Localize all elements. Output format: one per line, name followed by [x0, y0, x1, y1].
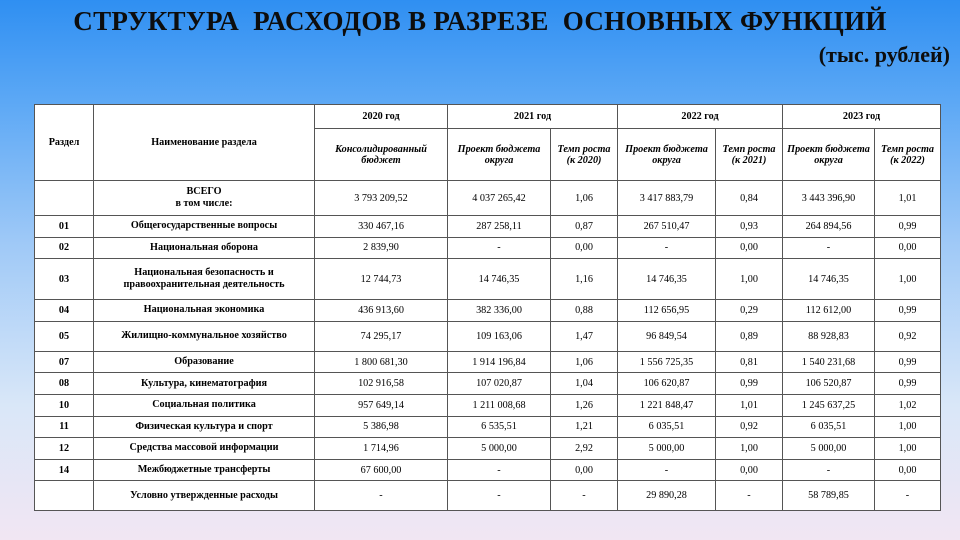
header-rate-2021: Темп роста (к 2021) — [716, 129, 783, 181]
row-name: Жилищно-коммунальное хозяйство — [94, 321, 315, 351]
row-name: Средства массовой информации — [94, 438, 315, 460]
cell-value: 6 535,51 — [448, 416, 551, 438]
cell-value: - — [783, 237, 875, 259]
header-project-2023: Проект бюджета округа — [783, 129, 875, 181]
cell-value: 1 211 008,68 — [448, 394, 551, 416]
row-name: Национальная оборона — [94, 237, 315, 259]
table-row — [35, 300, 941, 322]
cell-value: - — [448, 459, 551, 481]
header-project-2022: Проект бюджета округа — [618, 129, 716, 181]
cell-value: 0,99 — [875, 216, 941, 238]
row-code: 14 — [35, 459, 94, 481]
cell-value: 1,00 — [875, 438, 941, 460]
cell-value: 0,99 — [875, 351, 941, 373]
cell-value: - — [716, 481, 783, 511]
cell-value: 0,00 — [875, 459, 941, 481]
cell-value: 112 612,00 — [783, 300, 875, 322]
cell-value: 3 443 396,90 — [783, 181, 875, 216]
cell-value: 102 916,58 — [315, 373, 448, 395]
header-rate-2022: Темп роста (к 2022) — [875, 129, 941, 181]
table-row — [35, 416, 941, 438]
cell-value: 0,00 — [551, 237, 618, 259]
header-name: Наименование раздела — [94, 105, 315, 181]
cell-value: 96 849,54 — [618, 321, 716, 351]
cell-value: 1,26 — [551, 394, 618, 416]
table-row — [35, 351, 941, 373]
cell-value: - — [551, 481, 618, 511]
row-name: Условно утвержденные расходы — [94, 481, 315, 511]
cell-value: 264 894,56 — [783, 216, 875, 238]
cell-value: 0,88 — [551, 300, 618, 322]
row-code: 07 — [35, 351, 94, 373]
cell-value: 0,89 — [716, 321, 783, 351]
row-code: 02 — [35, 237, 94, 259]
table-row — [35, 481, 941, 511]
header-consolidated: Консолидированный бюджет — [315, 129, 448, 181]
row-code: 03 — [35, 259, 94, 300]
row-code: 05 — [35, 321, 94, 351]
cell-value: 88 928,83 — [783, 321, 875, 351]
row-code — [35, 481, 94, 511]
cell-value: 0,99 — [875, 300, 941, 322]
cell-value: - — [618, 237, 716, 259]
cell-value: 0,93 — [716, 216, 783, 238]
table-row — [35, 459, 941, 481]
page-title: СТРУКТУРА РАСХОДОВ В РАЗРЕЗЕ ОСНОВНЫХ ФУНКЦИЙ — [73, 6, 887, 36]
cell-value: 1,06 — [551, 181, 618, 216]
table-row — [35, 373, 941, 395]
table-row — [35, 237, 941, 259]
row-code — [35, 181, 94, 216]
cell-value: - — [875, 481, 941, 511]
cell-value: 1,47 — [551, 321, 618, 351]
row-name: Общегосударственные вопросы — [94, 216, 315, 238]
cell-value: 1,00 — [716, 259, 783, 300]
cell-value: 287 258,11 — [448, 216, 551, 238]
cell-value: 2 839,90 — [315, 237, 448, 259]
row-name: Национальная экономика — [94, 300, 315, 322]
cell-value: - — [783, 459, 875, 481]
cell-value: 1,16 — [551, 259, 618, 300]
cell-value: 5 000,00 — [783, 438, 875, 460]
header-year-2023: 2023 год — [783, 105, 941, 129]
cell-value: 109 163,06 — [448, 321, 551, 351]
cell-value: 0,84 — [716, 181, 783, 216]
cell-value: 1,04 — [551, 373, 618, 395]
header-row-years — [35, 105, 941, 129]
cell-value: 2,92 — [551, 438, 618, 460]
row-name: ВСЕГО в том числе: — [94, 181, 315, 216]
cell-value: 14 746,35 — [618, 259, 716, 300]
cell-value: 14 746,35 — [783, 259, 875, 300]
row-code: 04 — [35, 300, 94, 322]
cell-value: 5 000,00 — [448, 438, 551, 460]
row-code: 01 — [35, 216, 94, 238]
cell-value: 1 540 231,68 — [783, 351, 875, 373]
cell-value: 106 620,87 — [618, 373, 716, 395]
cell-value: 6 035,51 — [618, 416, 716, 438]
cell-value: 0,00 — [875, 237, 941, 259]
cell-value: 5 000,00 — [618, 438, 716, 460]
cell-value: 6 035,51 — [783, 416, 875, 438]
header-year-2020: 2020 год — [315, 105, 448, 129]
cell-value: 112 656,95 — [618, 300, 716, 322]
cell-value: - — [448, 237, 551, 259]
cell-value: 1,21 — [551, 416, 618, 438]
units-label: (тыс. рублей) — [818, 42, 950, 67]
cell-value: 1,00 — [716, 438, 783, 460]
row-name: Межбюджетные трансферты — [94, 459, 315, 481]
cell-value: 1 221 848,47 — [618, 394, 716, 416]
header-rate-2020: Темп роста (к 2020) — [551, 129, 618, 181]
cell-value: 12 744,73 — [315, 259, 448, 300]
header-section: Раздел — [35, 105, 94, 181]
cell-value: 1,00 — [875, 259, 941, 300]
cell-value: 0,29 — [716, 300, 783, 322]
cell-value: 382 336,00 — [448, 300, 551, 322]
cell-value: 330 467,16 — [315, 216, 448, 238]
cell-value: 1 556 725,35 — [618, 351, 716, 373]
row-code: 10 — [35, 394, 94, 416]
header-project-2021: Проект бюджета округа — [448, 129, 551, 181]
row-code: 12 — [35, 438, 94, 460]
cell-value: 58 789,85 — [783, 481, 875, 511]
cell-value: 957 649,14 — [315, 394, 448, 416]
budget-table — [34, 104, 941, 511]
cell-value: - — [618, 459, 716, 481]
cell-value: 267 510,47 — [618, 216, 716, 238]
cell-value: 3 793 209,52 — [315, 181, 448, 216]
row-name: Социальная политика — [94, 394, 315, 416]
row-name: Образование — [94, 351, 315, 373]
cell-value: 1,02 — [875, 394, 941, 416]
cell-value: 0,92 — [716, 416, 783, 438]
cell-value: 0,99 — [875, 373, 941, 395]
table-row — [35, 394, 941, 416]
cell-value: - — [448, 481, 551, 511]
header-year-2021: 2021 год — [448, 105, 618, 129]
table-row — [35, 438, 941, 460]
cell-value: 1 245 637,25 — [783, 394, 875, 416]
row-name: Культура, кинематография — [94, 373, 315, 395]
row-code: 11 — [35, 416, 94, 438]
cell-value: 5 386,98 — [315, 416, 448, 438]
row-code: 08 — [35, 373, 94, 395]
cell-value: 14 746,35 — [448, 259, 551, 300]
cell-value: 67 600,00 — [315, 459, 448, 481]
cell-value: 0,92 — [875, 321, 941, 351]
row-name: Физическая культура и спорт — [94, 416, 315, 438]
cell-value: 0,81 — [716, 351, 783, 373]
cell-value: 4 037 265,42 — [448, 181, 551, 216]
row-name: Национальная безопасность и правоохранительная деятельность — [94, 259, 315, 300]
cell-value: 107 020,87 — [448, 373, 551, 395]
cell-value: 1,01 — [716, 394, 783, 416]
cell-value: 1 914 196,84 — [448, 351, 551, 373]
table-row-total — [35, 181, 941, 216]
cell-value: 436 913,60 — [315, 300, 448, 322]
cell-value: 29 890,28 — [618, 481, 716, 511]
cell-value: 0,00 — [716, 237, 783, 259]
table-row — [35, 259, 941, 300]
cell-value: 106 520,87 — [783, 373, 875, 395]
table-row — [35, 216, 941, 238]
cell-value: 1,06 — [551, 351, 618, 373]
cell-value: 74 295,17 — [315, 321, 448, 351]
cell-value: 3 417 883,79 — [618, 181, 716, 216]
table-row — [35, 321, 941, 351]
cell-value: 1 714,96 — [315, 438, 448, 460]
cell-value: - — [315, 481, 448, 511]
cell-value: 1,00 — [875, 416, 941, 438]
cell-value: 1,01 — [875, 181, 941, 216]
cell-value: 0,87 — [551, 216, 618, 238]
cell-value: 0,00 — [551, 459, 618, 481]
header-year-2022: 2022 год — [618, 105, 783, 129]
cell-value: 0,00 — [716, 459, 783, 481]
cell-value: 0,99 — [716, 373, 783, 395]
cell-value: 1 800 681,30 — [315, 351, 448, 373]
